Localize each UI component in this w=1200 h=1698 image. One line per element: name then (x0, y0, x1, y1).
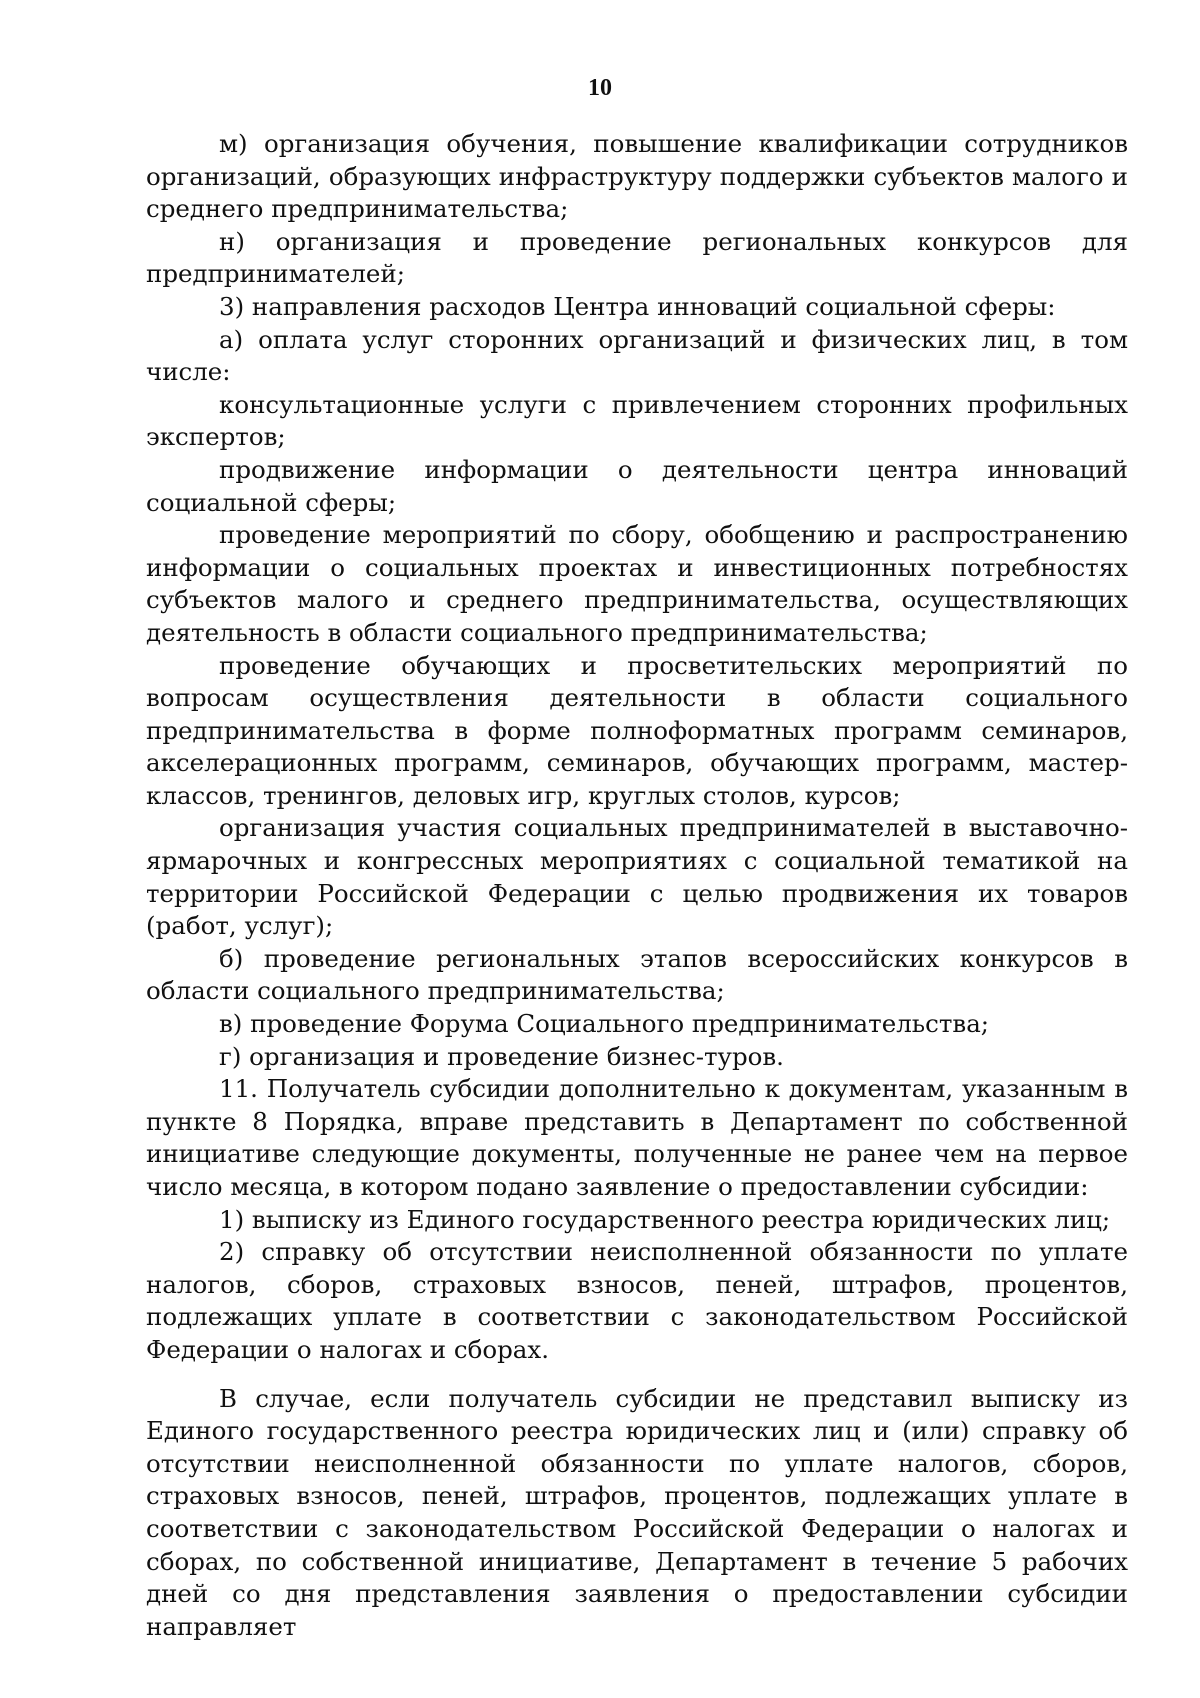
paragraph-item-a: а) оплата услуг сторонних организаций и физических лиц, в том числе: (146, 324, 1128, 387)
paragraph-expense-directions: 3) направления расходов Центра инноваций социальной сферы: (219, 291, 1056, 321)
paragraph-exhibitions: организация участия социальных предпринимателей в выставочно-ярмарочных и конгрессных мероприятиях с социальной тематикой на территории Российской Федерации с целью продвижения их товаров (работ, услуг); (146, 813, 1128, 941)
paragraph-certificate: 2) справку об отсутствии неисполненной обязанности по уплате налогов, сборов, страховых взносов, пеней, штрафов, процентов, подлежащих уплате в соответствии с законодательством Российской Федерации о налогах и сборах. (146, 1237, 1128, 1364)
paragraph-item-v: в) проведение Форума Социального предпринимательства; (219, 1009, 990, 1039)
paragraph-if-not-submitted: В случае, если получатель субсидии не представил выписку из Единого государственного реестра юридических лиц и (или) справку об отсутствии неисполненной обязанности по уплате налогов, сборов, страховых взносов, пеней, штрафов, процентов, подлежащих уплате в соответствии с законодательством Российской Федерации о налогах и сборах, по собственной инициативе, Департамент в течение 5 рабочих дней со дня представления заявления о предоставлении субсидии направляет (146, 1383, 1128, 1641)
page-number: 10 (588, 75, 612, 101)
paragraph-extract: 1) выписку из Единого государственного реестра юридических лиц; (219, 1204, 1111, 1234)
paragraph-information-collection: проведение мероприятий по сбору, обобщению и распространению информации о социальных проектах и инвестиционных потребностях субъектов малого и среднего предпринимательства, осуществляющих деятельность в области социального предпринимательства; (146, 520, 1128, 647)
paragraph-item-b: б) проведение региональных этапов всероссийских конкурсов в области социального предпринимательства; (146, 943, 1128, 1006)
paragraph-training-events: проведение обучающих и просветительских мероприятий по вопросам осуществления деятельности в области социального предпринимательства в форме полноформатных программ семинаров, акселерационных программ, семинаров, обучающих программ, мастер-классов, тренингов, деловых игр, круглых столов, курсов; (146, 650, 1128, 810)
paragraph-item-n: н) организация и проведение региональных конкурсов для предпринимателей; (146, 226, 1128, 289)
document-body (146, 128, 1128, 1643)
paragraph-consulting: консультационные услуги с привлечением сторонних профильных экспертов; (146, 389, 1128, 452)
paragraph-section-11: 11. Получатель субсидии дополнительно к документам, указанным в пункте 8 Порядка, вправе представить в Департамент по собственной инициативе следующие документы, полученные не ранее чем на первое число месяца, в котором подано заявление о предоставлении субсидии: (146, 1074, 1128, 1201)
paragraph-promotion: продвижение информации о деятельности центра инноваций социальной сферы; (146, 454, 1128, 517)
paragraph-item-g: г) организация и проведение бизнес-туров. (219, 1041, 784, 1071)
paragraph-item-m: м) организация обучения, повышение квалификации сотрудников организаций, образующих инфраструктуру поддержки субъектов малого и среднего предпринимательства; (146, 129, 1128, 224)
